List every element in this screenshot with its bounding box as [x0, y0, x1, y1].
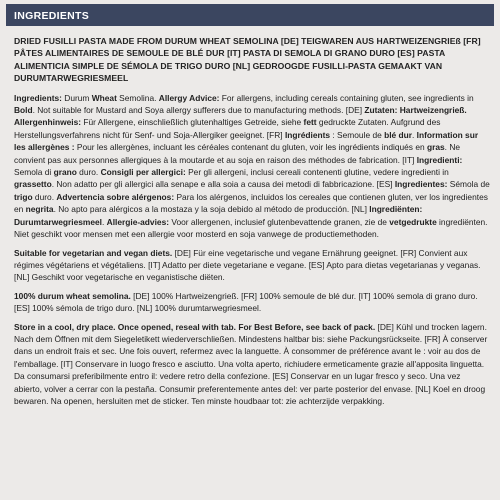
text: [DE] Kühl und trocken lagern. Nach dem Öffnen mit dem Siegeletikett wiederverschließen. Mindestens haltbar bis: siehe Packungsrückseite. [FR] À conserver dans un endroit frais et sec. Une fois ouvert, refermez avec la languette. À consommer de préférence avant le : voir au dos de l'emballage. [IT] Conservare in luogo fresco e asciutto. Una volta aperto, richiudere ermeticamente grazie all'apposita linguetta. Da consumarsi preferibilmente entro il: vedere retro della confezione. [ES] Conservar en un lugar fresco y seco. Una vez abierto, volver a cerrar con la pestaña. Consumir preferentemente antes del: ver parte posterior del envase. [NL] Koel en droog bewaren. Na openen, hersluiten met de sticker. Ten minste houdbaar tot: zie achterzijde verpakking.: [14, 321, 488, 406]
label-ingredients-nl: Ingrediënten:: [369, 204, 423, 215]
section-header: [6, 4, 494, 26]
bold-word: gras: [426, 142, 445, 153]
label-allergy-it: Consigli per allergici:: [100, 167, 186, 178]
allergen-grano: grano: [53, 167, 77, 178]
ingredients-paragraph: [14, 92, 490, 241]
text: . Non adatto per gli allergici alla senape e alla soia a causa dei metodi di fabbricazione. [ES]: [51, 179, 395, 190]
label-allergy-nl: Allergie-advies:: [106, 216, 170, 227]
section-title: INGREDIENTS: [14, 10, 90, 22]
text: Durum: [61, 92, 92, 103]
label-ingredients-en: Ingredients:: [14, 92, 62, 103]
text: [DE] Für eine vegetarische und vegane Ernährung geeignet. [FR] Convient aux régimes végétariens et végétaliens. [IT] Adatto per diete vegetariane e vegane. [ES] Apto para dietas vegetarianas y veganas. [NL] Geschikt voor vegetarische en veganistische diëten.: [14, 247, 481, 283]
suitable-paragraph: [14, 247, 490, 284]
text: [DE] 100% Hartweizengrieß. [FR] 100% semoule de blé dur. [IT] 100% semola di grano duro. [ES] 100% sémola de trigo duro. [NL] 100% durumtarwegriesmeel.: [14, 290, 478, 314]
label-allergy-es: Advertencia sobre alérgenos:: [56, 191, 175, 202]
text: Sémola de: [447, 179, 490, 190]
text: : Semoule de: [330, 129, 385, 140]
durum-paragraph: [14, 290, 490, 315]
label-ingredients-de: Zutaten: Hartweizengrieß.: [364, 105, 467, 116]
allergen-trigo: trigo: [14, 191, 33, 202]
text: For allergens, including cereals containing gluten, see ingredients in: [219, 92, 474, 103]
text: Semolina.: [116, 92, 159, 103]
text: . Ne convient pas aux personnes allergiques à la moutarde et au soja en raison des méthodes de fabrication. [IT]: [14, 142, 461, 165]
allergen-ble: blé dur: [384, 129, 413, 140]
text: ingrediënten. Niet geschikt voor mensen met een allergie voor mosterd en soja vanwege de productiemethoden.: [14, 216, 488, 240]
label-allergy-en: Allergy Advice:: [158, 92, 220, 103]
text: gedruckte Zutaten. Aufgrund des Herstellungsverfahrens nicht für Senf- und Soja-Allergiker geeignet. [FR]: [14, 117, 441, 140]
text: .: [412, 129, 417, 140]
text: duro.: [32, 191, 57, 202]
label-allergy-fr: Information sur les allergènes :: [14, 129, 479, 153]
product-title: DRIED FUSILLI PASTA MADE FROM DURUM WHEAT SEMOLINA [DE] TEIGWAREN AUS HARTWEIZENGRIEß [FR] PÂTES ALIMENTAIRES DE SEMOULE DE BLÉ DUR [IT] PASTA DI SEMOLA DI GRANO DURO [ES] PASTA ALIMENTICIA SIMPLE DE SÉMOLA DE TRIGO DURO [NL] GEDROOGDE FUSILLI-PASTA GEMAAKT VAN DURUMTARWEGRIESMEEL: [14, 36, 481, 84]
text: Für Allergene, einschließlich glutenhaltiges Getreide, siehe: [81, 117, 304, 128]
bold-word: vetgedrukte: [389, 216, 437, 227]
text: Voor allergenen, inclusief glutenbevattende granen, zie de: [169, 216, 390, 227]
text: .: [101, 216, 107, 227]
text: Semola di: [14, 167, 54, 178]
label-suitable: Suitable for vegetarian and vegan diets.: [14, 247, 173, 258]
label-durum: 100% durum wheat semolina.: [14, 290, 131, 301]
text: . Not suitable for Mustard and Soya allergy sufferers due to manufacturing methods. [DE]: [32, 105, 365, 116]
label-ingredients-es: Ingredientes:: [394, 179, 448, 190]
label-storage: Store in a cool, dry place. Once opened, reseal with tab. For Best Before, see back of pack.: [14, 321, 376, 332]
bold-word: negrita: [25, 204, 54, 215]
bold-word: fett: [303, 117, 317, 128]
storage-paragraph: [14, 321, 490, 408]
bold-word: Bold: [14, 105, 33, 116]
label-ingredients-fr: Ingrédients: [284, 129, 331, 140]
label-ingredients-it: Ingredienti:: [416, 154, 463, 165]
allergen-durum: Durumtarwegriesmeel: [14, 216, 102, 227]
text: . No apto para alérgicos a la mostaza y la soja debido al método de producción. [NL]: [53, 204, 370, 215]
bold-word: grassetto: [14, 179, 52, 190]
label-allergy-de: Allergenhinweis:: [14, 117, 82, 128]
text: Per gli allergeni, inclusi cereali contenenti glutine, vedere ingredienti in: [185, 167, 449, 178]
allergen-wheat: Wheat: [91, 92, 117, 103]
ingredients-content: [14, 35, 490, 413]
text: Para los alérgenos, incluidos los cereales que contienen gluten, ver los ingredientes en: [14, 191, 488, 215]
text: Pour les allergènes, incluant les céréales contenant du gluten, voir les ingrédients indiqués en: [74, 142, 427, 153]
text: duro.: [76, 167, 101, 178]
